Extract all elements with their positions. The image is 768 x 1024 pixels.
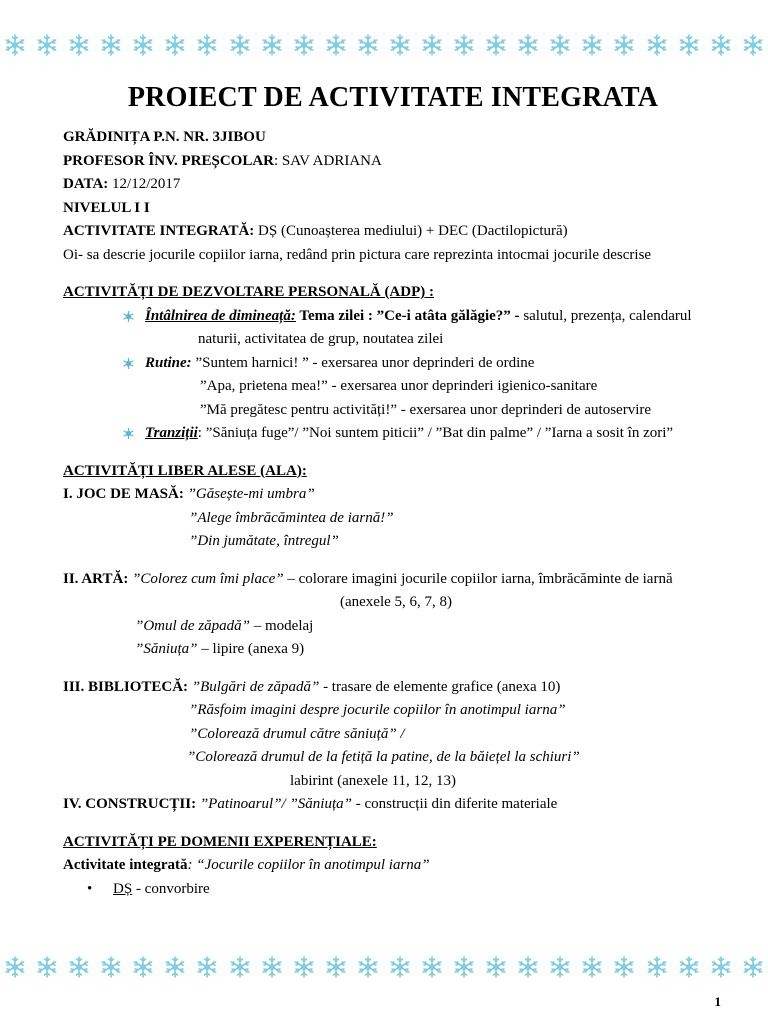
arta-anexe: (anexele 5, 6, 7, 8)	[340, 594, 453, 610]
snowflake-icon	[742, 956, 764, 978]
ds-item	[63, 878, 723, 902]
integrata-label: Activitate integrată	[63, 857, 188, 873]
snowflake-icon	[389, 34, 411, 56]
arta-2	[63, 615, 723, 639]
bottom-snowflake-border	[0, 952, 768, 982]
snowflake-icon	[68, 956, 90, 978]
biblio-anexe: labirint (anexele 11, 12, 13)	[290, 772, 457, 789]
snowflake-icon	[36, 34, 58, 56]
snowflake-icon	[357, 956, 379, 978]
ds-label: DȘ	[113, 880, 133, 897]
activitate-label: ACTIVITATE INTEGRATĂ:	[63, 223, 255, 239]
biblio-1-italic: ”Bulgări de zăpadă”	[188, 678, 320, 695]
biblio-3: ”Colorează drumul către săniuță” /	[189, 725, 405, 742]
arta-3	[63, 638, 723, 662]
snowflake-icon	[453, 34, 475, 56]
constr-text: - construcții din diferite materiale	[351, 796, 558, 812]
snowflake-icon	[485, 34, 507, 56]
intalnire-text2: naturii, activitatea de grup, noutatea zilei	[198, 331, 444, 347]
tranzitii-item	[63, 422, 723, 446]
snowflake-icon	[613, 34, 635, 56]
biblio-4: ”Colorează drumul de la fetiță la patine, de la băiețel la schiuri”	[187, 749, 580, 765]
snowflake-icon	[261, 34, 283, 56]
intalnire-text1: salutul, prezența, calendarul	[519, 307, 692, 324]
intalnire-label: Întâlnirea de dimineață:	[145, 307, 296, 324]
snowflake-icon	[421, 956, 443, 978]
snowflake-icon	[4, 34, 26, 56]
snowflake-icon	[325, 956, 347, 978]
tranzitii-label: Tranziții	[145, 425, 198, 441]
profesor-label: PROFESOR ÎNV. PREȘCOLAR	[63, 152, 275, 169]
snowflake-icon	[293, 956, 315, 978]
snowflake-icon	[196, 34, 218, 56]
activitate-value: DȘ (Cunoașterea mediului) + DEC (Dactilopictură)	[254, 223, 568, 239]
snowflake-icon	[196, 956, 218, 978]
scop-line: Oi- sa descrie jocurile copiilor iarna, redând prin pictura care reprezinta intocmai jocurile descrise	[63, 246, 652, 263]
biblio-1-text: - trasare de elemente grafice (anexa 10)	[319, 678, 561, 695]
joc-1: ”Găsește-mi umbra”	[183, 486, 315, 502]
snowflake-icon	[485, 956, 507, 978]
snowflake-icon	[710, 956, 732, 978]
arta-label: II. ARTĂ:	[63, 570, 129, 587]
rutine-1: ”Suntem harnici! ” - exersarea unor deprinderi de ordine	[191, 354, 535, 371]
biblio-line	[63, 676, 723, 700]
rutine-2: ”Apa, prietena mea!” - exersarea unor deprinderi igienico-sanitare	[200, 378, 598, 394]
arta-line	[63, 568, 723, 592]
arta-3-italic: ”Săniuța”	[135, 641, 198, 657]
snowflake-icon	[678, 956, 700, 978]
adp-heading: ACTIVITĂȚI DE DEZVOLTARE PERSONALĂ (ADP) :	[63, 284, 435, 300]
snowflake-icon	[581, 34, 603, 56]
rutine-3: ”Mă pregătesc pentru activități!” - exersarea unor deprinderi de autoservire	[200, 401, 652, 418]
page-title: PROIECT DE ACTIVITATE INTEGRATA	[127, 82, 659, 113]
snowflake-icon	[549, 956, 571, 978]
arta-1-text: – colorare imagini jocurile copiilor iarna, îmbrăcăminte de iarnă	[283, 570, 673, 587]
snowflake-icon	[132, 956, 154, 978]
biblio-2: ”Răsfoim imagini despre jocurile copiilor în anotimpul iarna”	[189, 702, 566, 718]
rutine-item	[63, 352, 723, 376]
snowflake-icon	[132, 34, 154, 56]
profesor-value: : SAV ADRIANA	[274, 152, 382, 169]
snowflake-icon	[325, 34, 347, 56]
snowflake-icon	[229, 34, 251, 56]
snowflake-icon	[293, 34, 315, 56]
snowflake-icon	[678, 34, 700, 56]
activitate-line	[63, 220, 723, 244]
snowflake-icon	[581, 956, 603, 978]
snowflake-icon	[549, 34, 571, 56]
snowflake-icon	[100, 956, 122, 978]
arta-2-italic: ”Omul de zăpadă”	[135, 617, 251, 634]
data-value: 12/12/2017	[108, 176, 181, 192]
constr-italic: ”Patinoarul”/ ”Săniuța”	[196, 796, 352, 812]
joc-2: ”Alege îmbrăcămintea de iarnă!”	[189, 509, 394, 526]
data-line	[63, 173, 723, 197]
snowflake-icon	[164, 34, 186, 56]
ds-text: - convorbire	[132, 880, 210, 897]
arta-1-italic: ”Colorez cum îmi place”	[128, 570, 284, 587]
snowflake-icon	[742, 34, 764, 56]
snowflake-bullet-icon	[123, 311, 134, 322]
snowflake-icon	[68, 34, 90, 56]
rutine-label: Rutine:	[145, 354, 192, 371]
snowflake-icon	[421, 34, 443, 56]
snowflake-icon	[646, 34, 668, 56]
page-number: 1	[714, 994, 721, 1009]
tranzitii-text: : ”Săniuța fuge”/ ”Noi suntem piticii” / ”Bat din palme” / ”Iarna a sosit în zori”	[197, 425, 674, 441]
constr-label: IV. CONSTRUCȚII:	[63, 796, 197, 812]
top-snowflake-border	[0, 30, 768, 60]
joc-3: ”Din jumătate, întregul”	[189, 533, 339, 549]
biblio-label: III. BIBLIOTECĂ:	[63, 678, 189, 695]
nivel-line: NIVELUL I I	[63, 199, 150, 216]
profesor-line	[63, 150, 723, 174]
ade-heading: ACTIVITĂȚI PE DOMENII EXPERENȚIALE:	[63, 833, 377, 850]
integrata-line	[63, 854, 723, 878]
document-page	[63, 82, 723, 901]
data-label: DATA:	[63, 176, 109, 192]
snowflake-bullet-icon	[123, 358, 134, 369]
snowflake-icon	[357, 34, 379, 56]
gradinita-line: GRĂDINIȚA P.N. NR. 3JIBOU	[63, 129, 266, 145]
arta-3-text: – lipire (anexa 9)	[197, 641, 305, 657]
snowflake-icon	[517, 34, 539, 56]
snowflake-icon	[389, 956, 411, 978]
snowflake-icon	[100, 34, 122, 56]
constr-line	[63, 793, 723, 817]
snowflake-icon	[517, 956, 539, 978]
bullet-dot-icon: •	[87, 880, 93, 897]
integrata-text: : “Jocurile copiilor în anotimpul iarna”	[187, 857, 430, 873]
snowflake-icon	[646, 956, 668, 978]
arta-2-text: – modelaj	[250, 617, 314, 634]
intalnire-item	[63, 305, 723, 329]
intalnire-tema: Tema zilei : ”Ce-i atâta gălăgie?” -	[295, 307, 520, 324]
snowflake-icon	[4, 956, 26, 978]
snowflake-icon	[36, 956, 58, 978]
joc-label: I. JOC DE MASĂ:	[63, 486, 184, 502]
joc-line	[63, 483, 723, 507]
snowflake-icon	[710, 34, 732, 56]
snowflake-icon	[613, 956, 635, 978]
snowflake-bullet-icon	[123, 428, 134, 439]
snowflake-icon	[261, 956, 283, 978]
snowflake-icon	[453, 956, 475, 978]
snowflake-icon	[164, 956, 186, 978]
ala-heading: ACTIVITĂȚI LIBER ALESE (ALA):	[63, 462, 307, 479]
snowflake-icon	[229, 956, 251, 978]
